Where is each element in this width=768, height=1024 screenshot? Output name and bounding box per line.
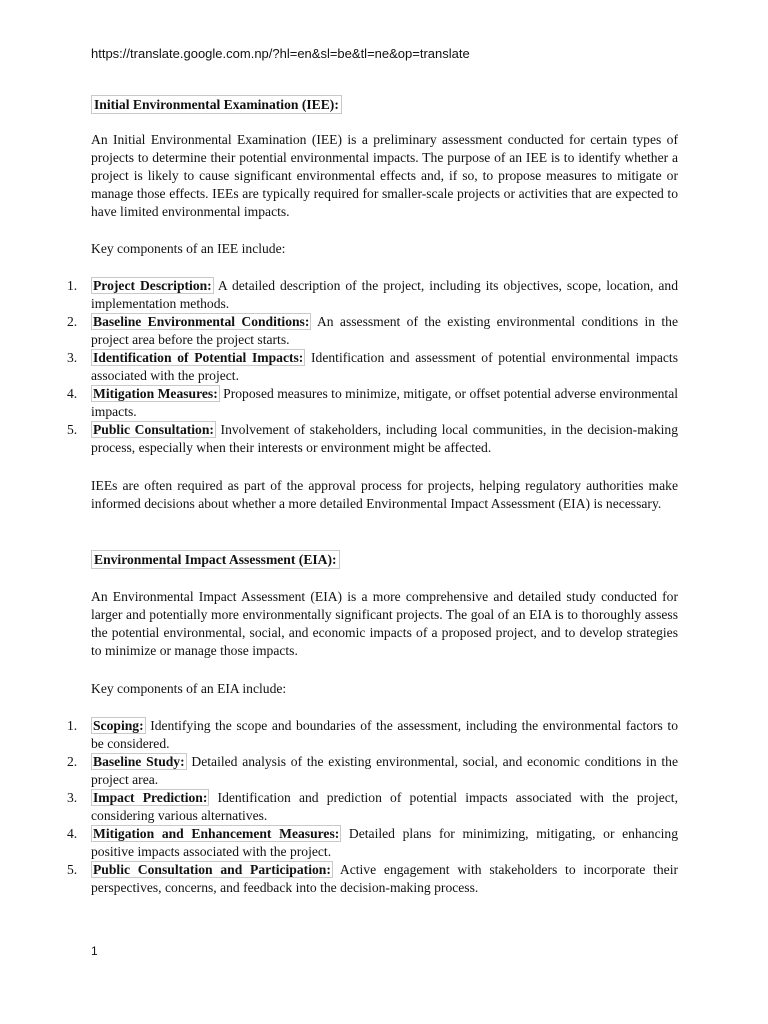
list-term: Public Consultation and Participation: [93,862,331,877]
list-term: Scoping: [93,718,144,733]
list-item [67,421,678,457]
list-text: Identification and prediction of potential impacts associated with the project, considering various alternatives. [91,790,678,823]
iee-list-block [67,277,679,457]
list-item [67,277,679,313]
list-text: Proposed measures to minimize, mitigate, or offset potential adverse environmental impacts. [91,386,679,419]
list-item [67,385,679,421]
eia-intro-block [91,588,678,660]
list-number: 1. [67,718,78,733]
list-item [67,753,679,789]
source-url: https://translate.google.com.np/?hl=en&sl=be&tl=ne&op=translate [91,46,470,61]
list-term: Identification of Potential Impacts: [93,350,304,365]
list-number: 3. [67,790,78,805]
list-number: 5. [67,422,78,437]
list-term: Public Consultation: [93,422,214,437]
list-number: 2. [67,754,78,769]
list-item [67,313,679,349]
iee-key-label-block [91,240,678,258]
list-number: 4. [67,826,78,841]
list-item [67,861,678,897]
eia-key-label-block [91,680,678,698]
iee-intro-block [91,131,678,221]
iee-closing-block [91,477,678,513]
list-text: Detailed analysis of the existing environmental, social, and economic conditions in the project area. [91,754,679,787]
list-text: Involvement of stakeholders, including local communities, in the decision-making process, especially when their interests or environment might be affected. [91,422,678,455]
list-term: Mitigation Measures: [93,386,218,401]
list-term: Baseline Environmental Conditions: [93,314,310,329]
list-term: Baseline Study: [93,754,185,769]
list-item [67,825,679,861]
list-number: 4. [67,386,78,401]
list-text: An assessment of the existing environmental conditions in the project area before the project starts. [91,314,679,347]
iee-intro-paragraph: An Initial Environmental Examination (IEE) is a preliminary assessment conducted for certain types of projects to determine their potential environmental impacts. The purpose of an IEE is to identify whether a project is likely to cause significant environmental effects and, if so, to propose measures to mitigate or manage those effects. IEEs are typically required for smaller-scale projects or activities that are expected to have limited environmental impacts. [91,132,678,219]
list-item [67,717,678,753]
iee-key-label: Key components of an IEE include: [91,241,286,256]
page-number: 1 [91,944,98,958]
list-item [67,789,678,825]
list-text: Active engagement with stakeholders to incorporate their perspectives, concerns, and feedback into the decision-making process. [91,862,678,895]
eia-intro-paragraph: An Environmental Impact Assessment (EIA) is a more comprehensive and detailed study conducted for larger and potentially more environmentally significant projects. The goal of an EIA is to thoroughly assess the potential environmental, social, and economic impacts of a proposed project, and to develop strategies to minimize or manage those impacts. [91,589,678,658]
eia-key-label: Key components of an EIA include: [91,681,287,696]
list-term: Mitigation and Enhancement Measures: [93,826,340,841]
iee-component-list [67,277,679,457]
list-item [67,349,678,385]
list-number: 3. [67,350,78,365]
list-text: Identification and assessment of potential environmental impacts associated with the project. [91,350,678,383]
list-text: Detailed plans for minimizing, mitigating, or enhancing positive impacts associated with the project. [91,826,679,859]
iee-closing-paragraph: IEEs are often required as part of the approval process for projects, helping regulatory authorities make informed decisions about whether a more detailed Environmental Impact Assessment (EIA) is necessary. [91,478,678,511]
eia-list-block [67,717,679,897]
list-text: Identifying the scope and boundaries of the assessment, including the environmental factors to be considered. [91,718,678,751]
eia-component-list [67,717,679,897]
iee-heading: Initial Environmental Examination (IEE): [91,95,342,114]
list-text: A detailed description of the project, including its objectives, scope, location, and implementation methods. [91,278,679,311]
list-number: 1. [67,278,78,293]
list-number: 2. [67,314,78,329]
list-term: Impact Prediction: [93,790,208,805]
list-number: 5. [67,862,78,877]
eia-heading: Environmental Impact Assessment (EIA): [91,550,340,569]
list-term: Project Description: [93,278,212,293]
